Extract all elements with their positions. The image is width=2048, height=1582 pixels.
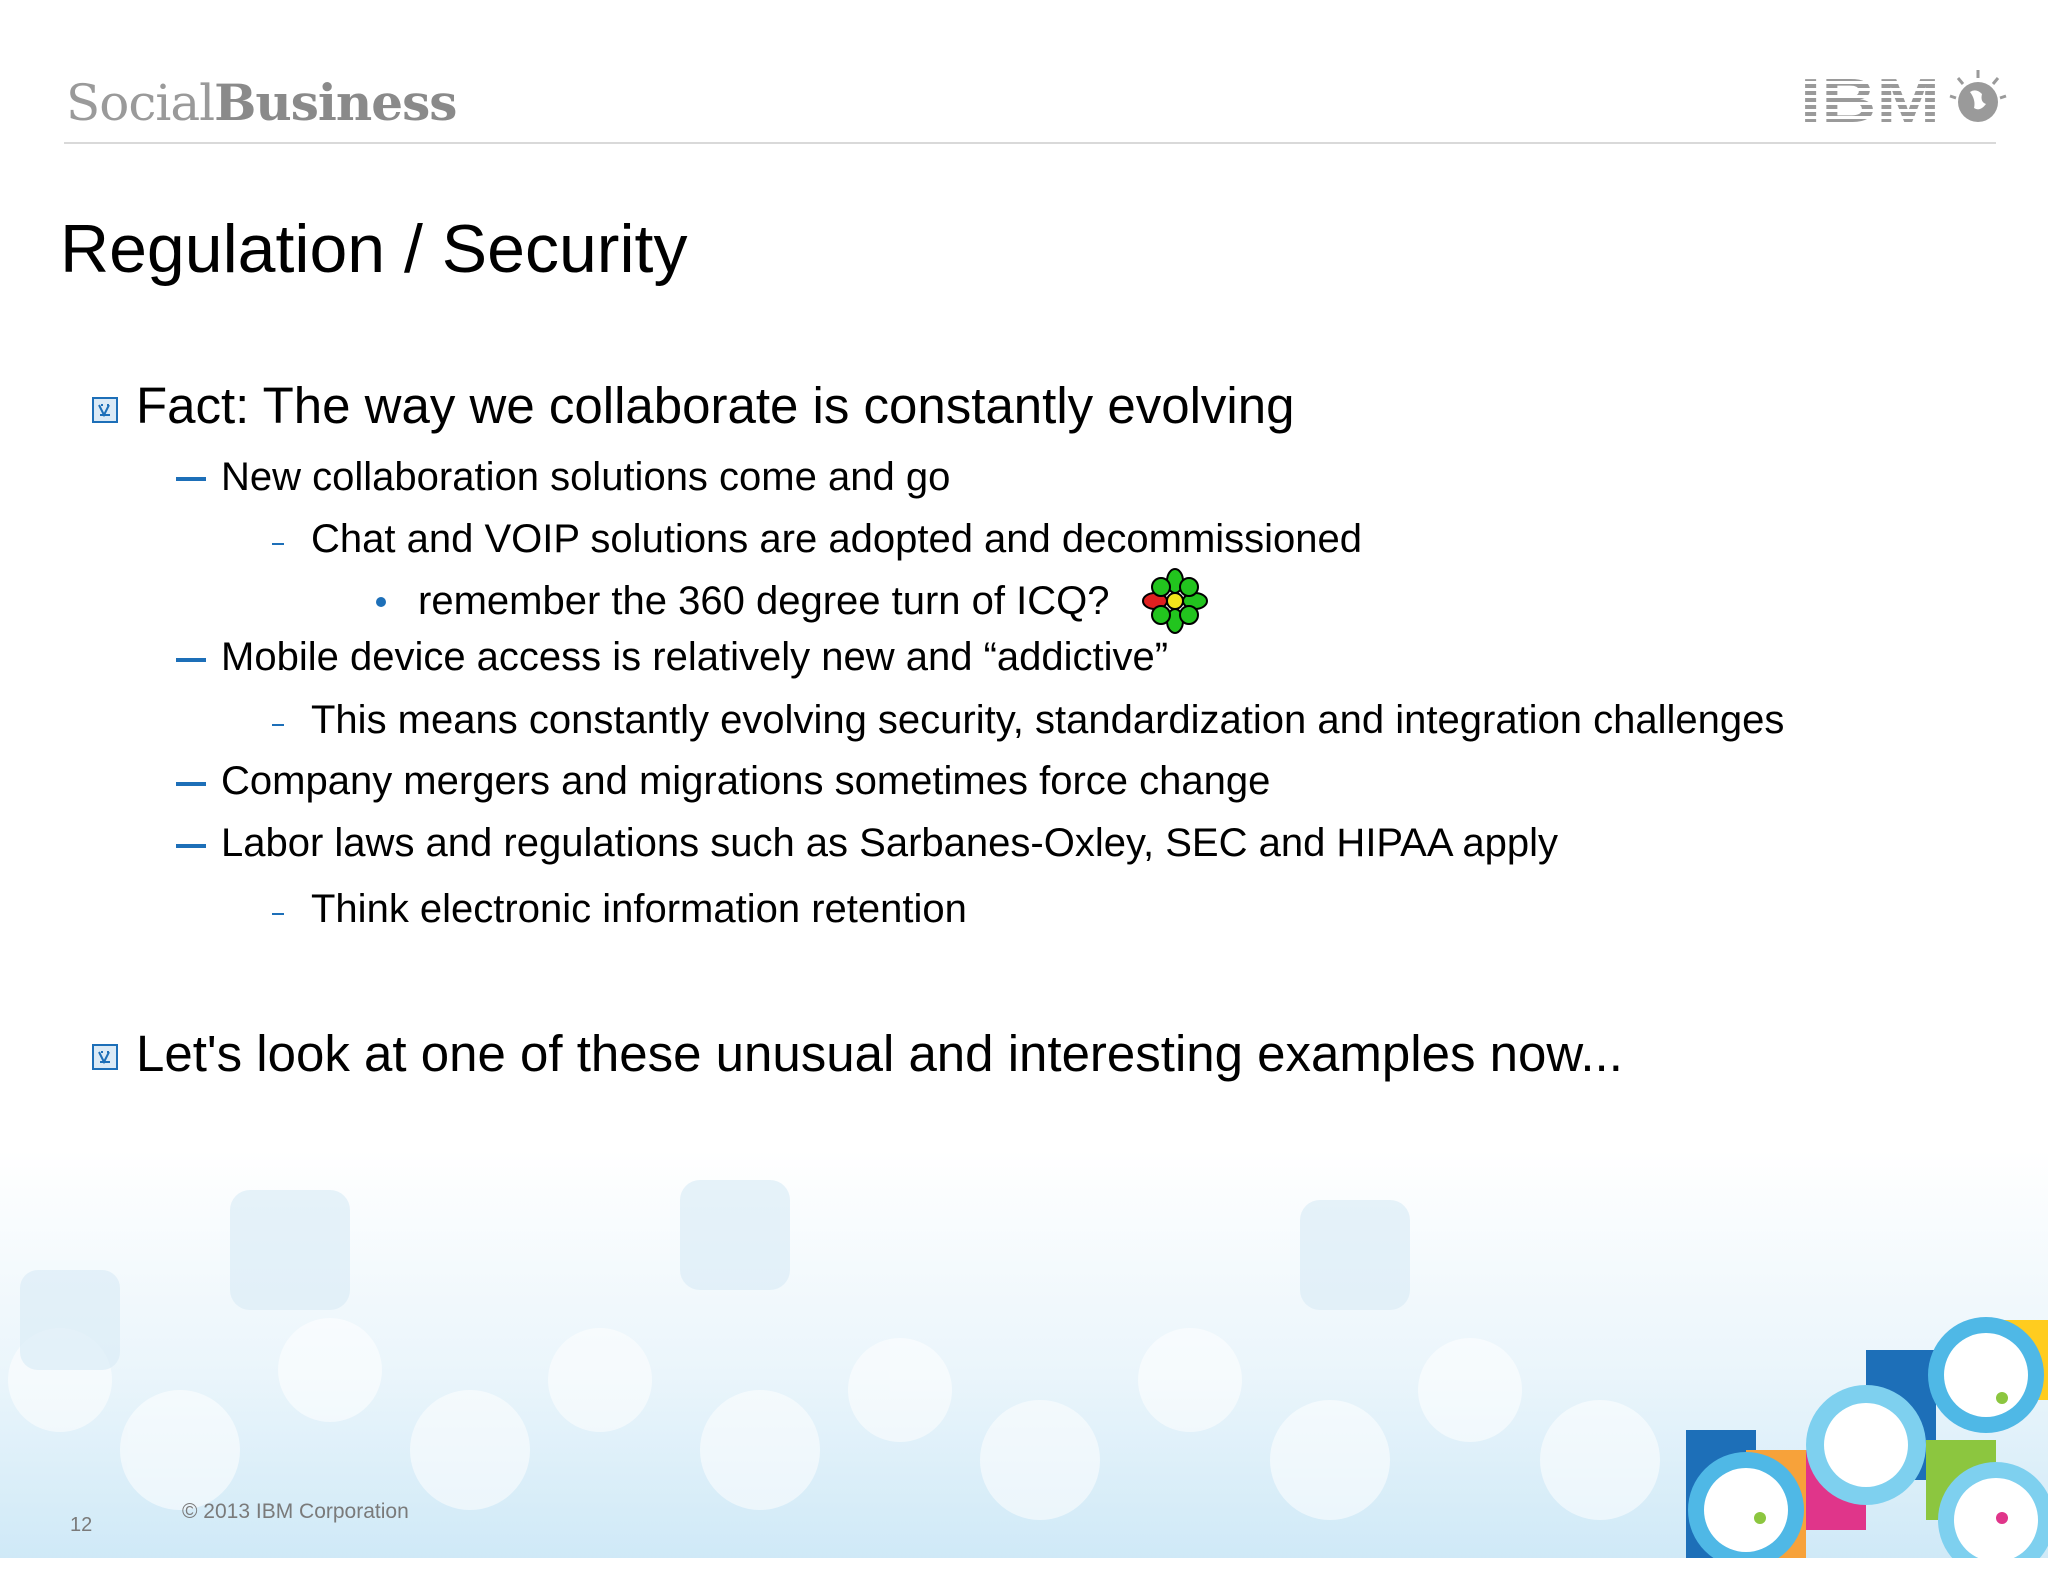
bullet-level2: Labor laws and regulations such as Sarbanes-Oxley, SEC and HIPAA apply: [221, 821, 1559, 865]
copyright-notice: © 2013 IBM Corporation: [182, 1500, 409, 1523]
bullet-level3: Think electronic information retention: [311, 887, 967, 931]
header-divider: [64, 142, 1996, 144]
dash-marker: [176, 844, 206, 848]
dash-marker-small: [272, 724, 284, 726]
checkbox-marker-icon: [92, 397, 118, 423]
dash-marker: [176, 477, 206, 481]
bullet-level2: Mobile device access is relatively new and “addictive”: [221, 635, 1169, 679]
brand-wordmark: [66, 73, 457, 132]
checkbox-marker-icon: [92, 1044, 118, 1070]
dash-marker-small: [272, 543, 284, 545]
ibm-logo-icon: [1800, 70, 1950, 126]
globe-icon: [1948, 68, 2008, 128]
svg-text:IBM: IBM: [1800, 70, 1940, 126]
bullet-level1: Let's look at one of these unusual and interesting examples now...: [136, 1025, 1623, 1082]
page-title: Regulation / Security: [60, 211, 688, 287]
icq-flower-icon: [1140, 566, 1210, 636]
footer-pattern: [0, 1150, 2048, 1560]
dot-marker: [376, 597, 386, 607]
bullet-level3: This means constantly evolving security, standardization and integration challenges: [311, 698, 1785, 742]
brand-light-text: Social: [66, 74, 215, 132]
bullet-level2: Company mergers and migrations sometimes force change: [221, 759, 1271, 803]
brand-bold-text: Business: [214, 73, 457, 132]
page-number: 12: [70, 1514, 93, 1536]
dash-marker-small: [272, 913, 284, 915]
bullet-level2: New collaboration solutions come and go: [221, 455, 951, 499]
bullet-level1: Fact: The way we collaborate is constantly evolving: [136, 377, 1295, 434]
footer-bottom-strip: [0, 1558, 2048, 1582]
bullet-level4: remember the 360 degree turn of ICQ?: [418, 579, 1110, 623]
dash-marker: [176, 782, 206, 786]
dash-marker: [176, 658, 206, 662]
bullet-level3: Chat and VOIP solutions are adopted and decommissioned: [311, 517, 1363, 561]
